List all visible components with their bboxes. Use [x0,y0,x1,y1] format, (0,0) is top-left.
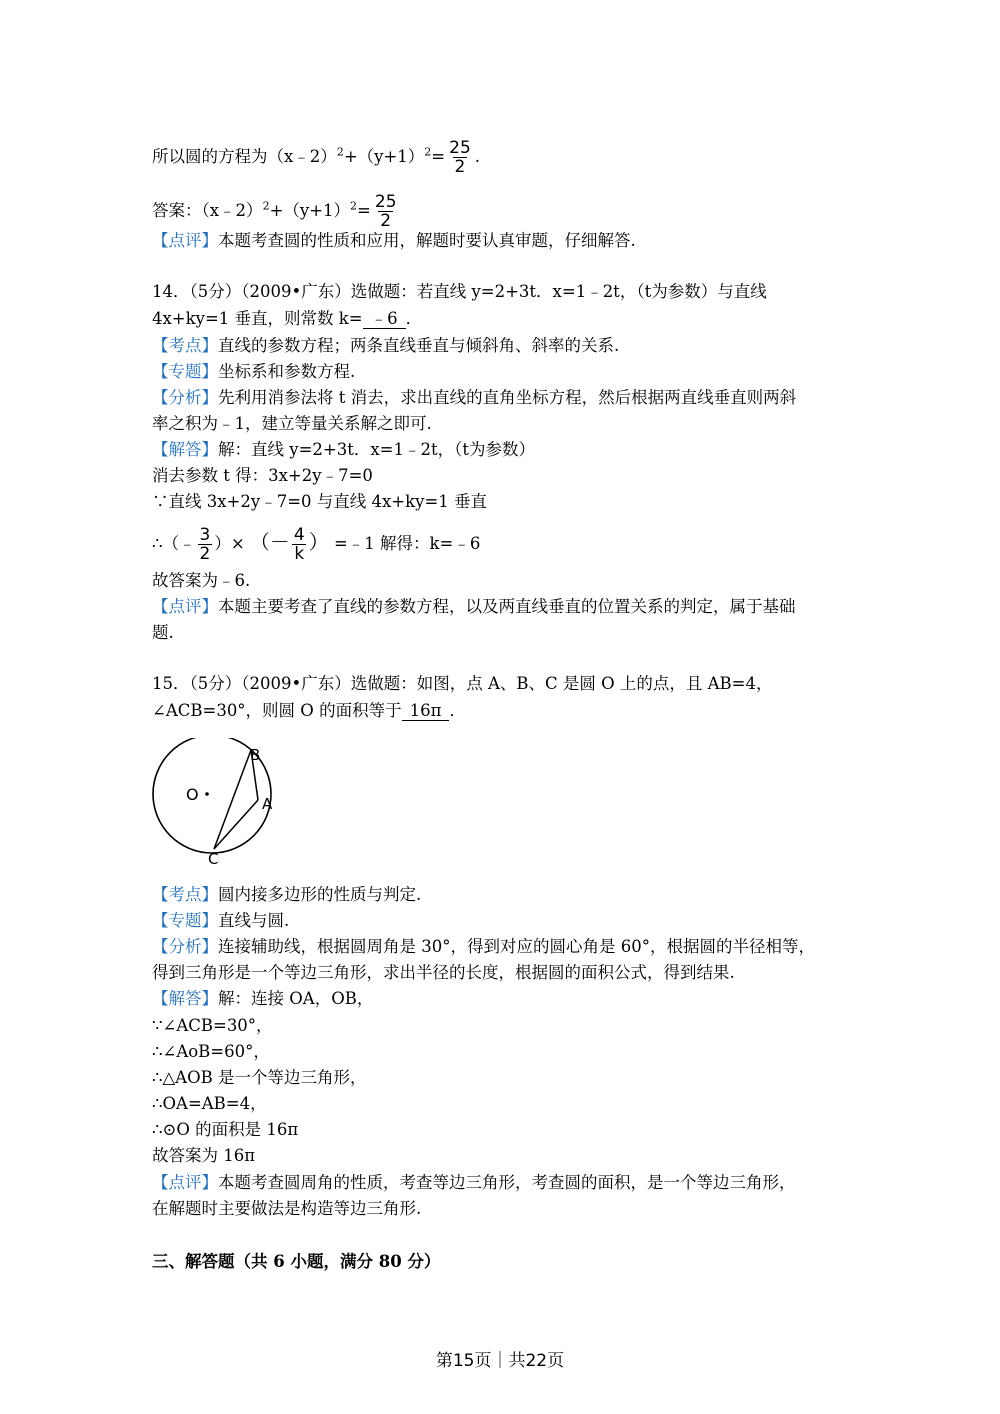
q14-fenxi-line1 [152,388,796,408]
q14-zhuanti [152,362,355,382]
superscript: 2 [262,199,270,213]
zhuanti-text: 直线与圆. [218,911,290,930]
q14-solution-fraction-line [152,522,480,564]
comment-text: 本题考查圆周角的性质，考查等边三角形，考查圆的面积，是一个等边三角形， [218,1173,796,1192]
zhuanti-tag: 【专题】 [152,362,218,381]
jieda-text: 解：连接 OA，OB， [218,989,374,1008]
text: =﹣1 解得：k=﹣6 [333,534,481,553]
q15-jieda-line1 [152,989,373,1009]
text: ∠ACB=30°，则圆 O 的面积等于 [152,701,402,720]
denominator: 2 [454,157,466,177]
denominator: 2 [380,211,392,231]
q13-comment [152,231,636,251]
q15-answer-blank: 16π [402,702,450,721]
text: 所以圆的方程为（x﹣2） [152,147,337,166]
q15-zhuanti [152,911,289,931]
q14-comment-line2: 题. [152,623,174,642]
label-o: O [186,785,199,804]
comment-tag: 【点评】 [152,1173,218,1192]
section-heading: 三、解答题（共 6 小题，满分 80 分） [152,1252,441,1271]
q13-answer-line [152,193,401,230]
q14-stem-line2 [152,309,422,329]
text: ）× [214,534,245,553]
kaodian-text: 圆内接多边形的性质与判定. [218,885,422,904]
superscript: 2 [350,199,358,213]
q14-solution-line: 消去参数 t 得：3x+2y﹣7=0 [152,466,373,485]
page-footer: 第15页｜共22页 [435,1351,565,1371]
denominator: 2 [199,544,211,564]
fenxi-text: 先利用消参法将 t 消去，求出直线的直角坐标方程，然后根据两直线垂直则两斜 [218,388,797,407]
q15-fenxi-line2: 得到三角形是一个等边三角形，求出半径的长度，根据圆的面积公式，得到结果. [152,963,735,982]
label-a: A [262,795,273,813]
q15-comment-line1 [152,1173,796,1193]
text: ． [449,701,466,720]
q15-stem-line1: 15．（5分）（2009•广东）选做题：如图，点 A、B、C 是圆 O 上的点，且 AB=4， [152,674,773,693]
kaodian-text: 直线的参数方程；两条直线垂直与倾斜角、斜率的关系. [218,336,620,355]
text: +（y+1） [343,147,425,166]
q15-solution-line: ∵∠ACB=30°， [152,1016,273,1035]
chord-bc [214,750,251,849]
q15-kaodian [152,885,421,905]
superscript: 2 [424,145,432,159]
text: 答案：（x﹣2） [152,201,263,220]
q14-comment-line1 [152,597,796,617]
fraction-4-over-k [292,526,307,563]
text: = [431,147,446,166]
fenxi-text: 连接辅助线，根据圆周角是 30°，得到对应的圆心角是 60°，根据圆的半径相等， [218,937,815,956]
q14-jieda-line1 [152,440,535,460]
q15-solution-line: ∴△AOB 是一个等边三角形， [152,1068,367,1087]
text: . [474,147,481,166]
fraction-25-over-2 [447,139,473,176]
q15-solution-line: 故答案为 16π [152,1146,256,1165]
numerator: 3 [199,525,211,545]
numerator: 25 [374,192,397,212]
q13-equation-line [152,139,480,176]
text: 4x+ky=1 垂直，则常数 k= [152,309,363,328]
numerator: 4 [293,525,305,545]
q15-comment-line2: 在解题时主要做法是构造等边三角形. [152,1199,422,1218]
label-b: B [250,746,261,764]
comment-text: 本题考查圆的性质和应用，解题时要认真审题，仔细解答. [218,231,636,250]
kaodian-tag: 【考点】 [152,885,218,904]
circle-figure [150,738,290,868]
q14-kaodian [152,336,619,356]
numerator: 25 [449,138,471,158]
fenxi-tag: 【分析】 [152,388,218,407]
comment-text: 本题主要考查了直线的参数方程，以及两直线垂直的位置关系的判定，属于基础 [218,597,796,616]
q14-answer-blank: ﹣6 [363,310,406,329]
q15-solution-line: ∴⊙O 的面积是 16π [152,1120,299,1139]
comment-tag: 【点评】 [152,231,218,250]
text: ∴（﹣ [152,534,196,553]
fraction-3-over-2 [198,526,213,563]
fenxi-tag: 【分析】 [152,937,218,956]
jieda-tag: 【解答】 [152,440,218,459]
text: （－ [249,530,290,554]
text: = [357,201,371,220]
fraction-25-over-2 [373,193,399,230]
q14-fenxi-line2: 率之积为﹣1，建立等量关系解之即可. [152,414,432,433]
text: ） [308,530,329,554]
label-c: C [208,850,219,868]
text: ． [405,309,423,328]
q15-solution-line: ∴OA=AB=4， [152,1094,267,1113]
center-point [205,792,209,796]
zhuanti-text: 坐标系和参数方程. [218,362,356,381]
superscript: 2 [336,145,344,159]
text: +（y+1） [269,201,351,220]
kaodian-tag: 【考点】 [152,336,218,355]
jieda-tag: 【解答】 [152,989,218,1008]
q15-stem-line2 [152,701,466,721]
q14-solution-line: 故答案为﹣6. [152,571,251,590]
q14-solution-line: ∵直线 3x+2y﹣7=0 与直线 4x+ky=1 垂直 [152,492,488,511]
comment-tag: 【点评】 [152,597,218,616]
zhuanti-tag: 【专题】 [152,911,218,930]
q14-stem-line1: 14．（5分）（2009•广东）选做题：若直线 y=2+3t．x=1﹣2t，（t为参数）与直线 [152,282,767,301]
jieda-text: 解：直线 y=2+3t．x=1﹣2t，（t为参数） [218,440,535,459]
q15-fenxi-line1 [152,937,815,957]
q15-solution-line: ∴∠AoB=60°， [152,1042,270,1061]
chord-ac [214,800,258,849]
denominator: k [294,544,305,564]
